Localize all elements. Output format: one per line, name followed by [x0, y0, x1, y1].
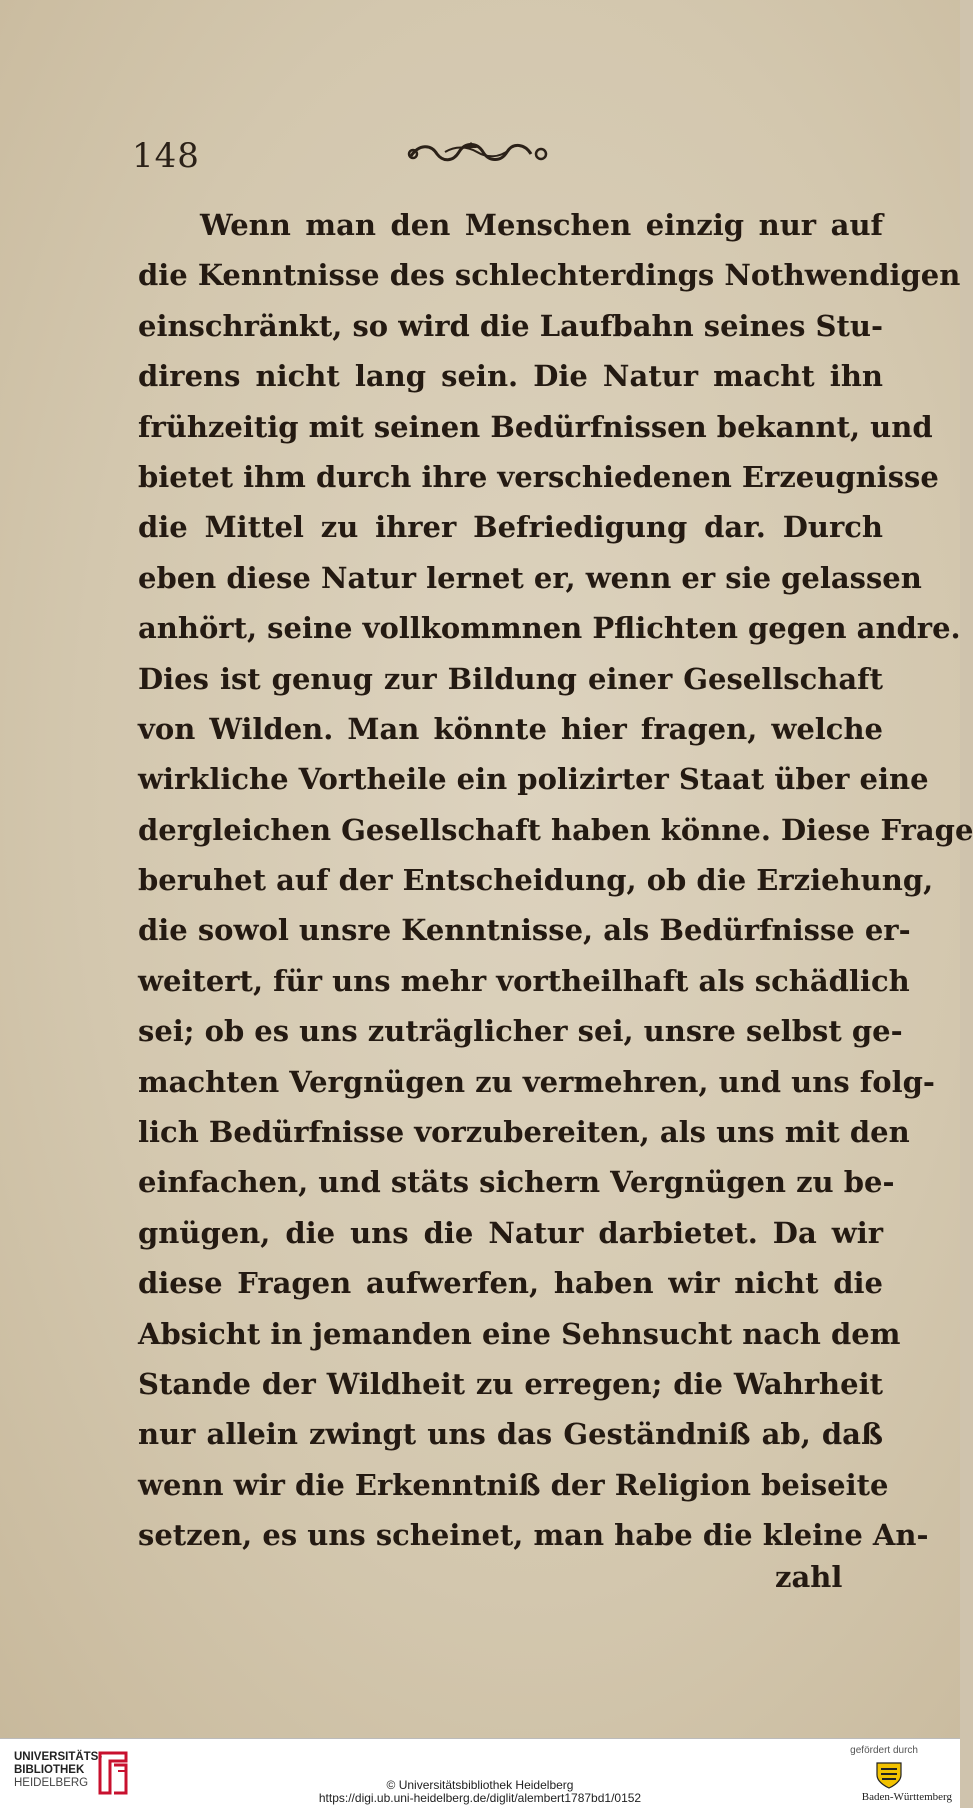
text-line: dergleichen Gesellschaft haben könne. Diese Frage	[138, 812, 973, 847]
copyright-notice	[0, 1779, 960, 1805]
library-name-line: HEIDELBERG	[14, 1777, 89, 1789]
library-name-line: BIBLIOTHEK	[14, 1764, 85, 1776]
text-line: Wenn man den Menschen einzig nur auf	[200, 208, 883, 242]
text-line: die Mittel zu ihrer Befriedigung dar. Durch	[138, 510, 883, 545]
funder-name: Baden-Württemberg	[861, 1791, 952, 1803]
text-line: von Wilden. Man könnte hier fragen, welche	[138, 711, 883, 746]
text-line: machten Vergnügen zu vermehren, und uns folg-	[138, 1064, 935, 1099]
text-line: die sowol unsre Kenntnisse, als Bedürfnisse er-	[138, 913, 911, 948]
body-text	[138, 200, 973, 1561]
copyright-text: © Universitätsbibliothek Heidelberg	[386, 1778, 574, 1792]
text-line: wirkliche Vortheile ein polizirter Staat über eine	[138, 762, 929, 797]
funded-by-label: gefördert durch	[850, 1745, 918, 1756]
text-line: lich Bedürfnisse vorzubereiten, als uns mit den	[138, 1115, 910, 1150]
text-line: die Kenntnisse des schlechterdings Nothwendigen	[138, 258, 961, 293]
text-line: weitert, für uns mehr vortheilhaft als schädlich	[138, 963, 910, 998]
text-line: nur allein zwingt uns das Geständniß ab, daß	[138, 1417, 883, 1452]
text-line: einfachen, und stäts sichern Vergnügen zu be-	[138, 1165, 895, 1200]
text-line: beruhet auf der Entscheidung, ob die Erziehung,	[138, 863, 934, 898]
page-number: 148	[132, 136, 200, 176]
text-line: Absicht in jemanden eine Sehnsucht nach dem	[138, 1316, 901, 1351]
permalink-url[interactable]: https://digi.ub.uni-heidelberg.de/diglit/alembert1787bd1/0152	[318, 1791, 642, 1805]
text-line: setzen, es uns scheinet, man habe die kleine An-	[138, 1518, 929, 1553]
text-line: wenn wir die Erkenntniß der Religion beiseite	[138, 1467, 889, 1502]
text-line: gnügen, die uns die Natur darbietet. Da wir	[138, 1215, 883, 1250]
ornament-flourish-icon	[405, 134, 555, 170]
catchword: zahl	[775, 1560, 843, 1594]
library-name-line: UNIVERSITÄTS-	[14, 1751, 103, 1763]
text-line: direns nicht lang sein. Die Natur macht ihn	[138, 359, 883, 394]
text-line: einschränkt, so wird die Laufbahn seines Stu-	[138, 308, 883, 343]
text-line: sei; ob es uns zuträglicher sei, unsre selbst ge-	[138, 1014, 903, 1049]
text-line: eben diese Natur lernet er, wenn er sie gelassen	[138, 560, 922, 595]
text-line: frühzeitig mit seinen Bedürfnissen bekannt, und	[138, 409, 933, 444]
baden-wuerttemberg-crest-icon[interactable]	[869, 1759, 909, 1791]
text-line: bietet ihm durch ihre verschiedenen Erzeugnisse	[138, 459, 939, 494]
text-line: Stande der Wildheit zu erregen; die Wahrheit	[138, 1366, 883, 1401]
text-line: Dies ist genug zur Bildung einer Gesellschaft	[138, 661, 883, 696]
text-line: anhört, seine vollkommnen Pflichten gegen andre.	[138, 611, 961, 646]
viewer-footer	[0, 1738, 960, 1808]
page-header	[0, 128, 960, 178]
text-line: diese Fragen aufwerfen, haben wir nicht die	[138, 1266, 883, 1301]
